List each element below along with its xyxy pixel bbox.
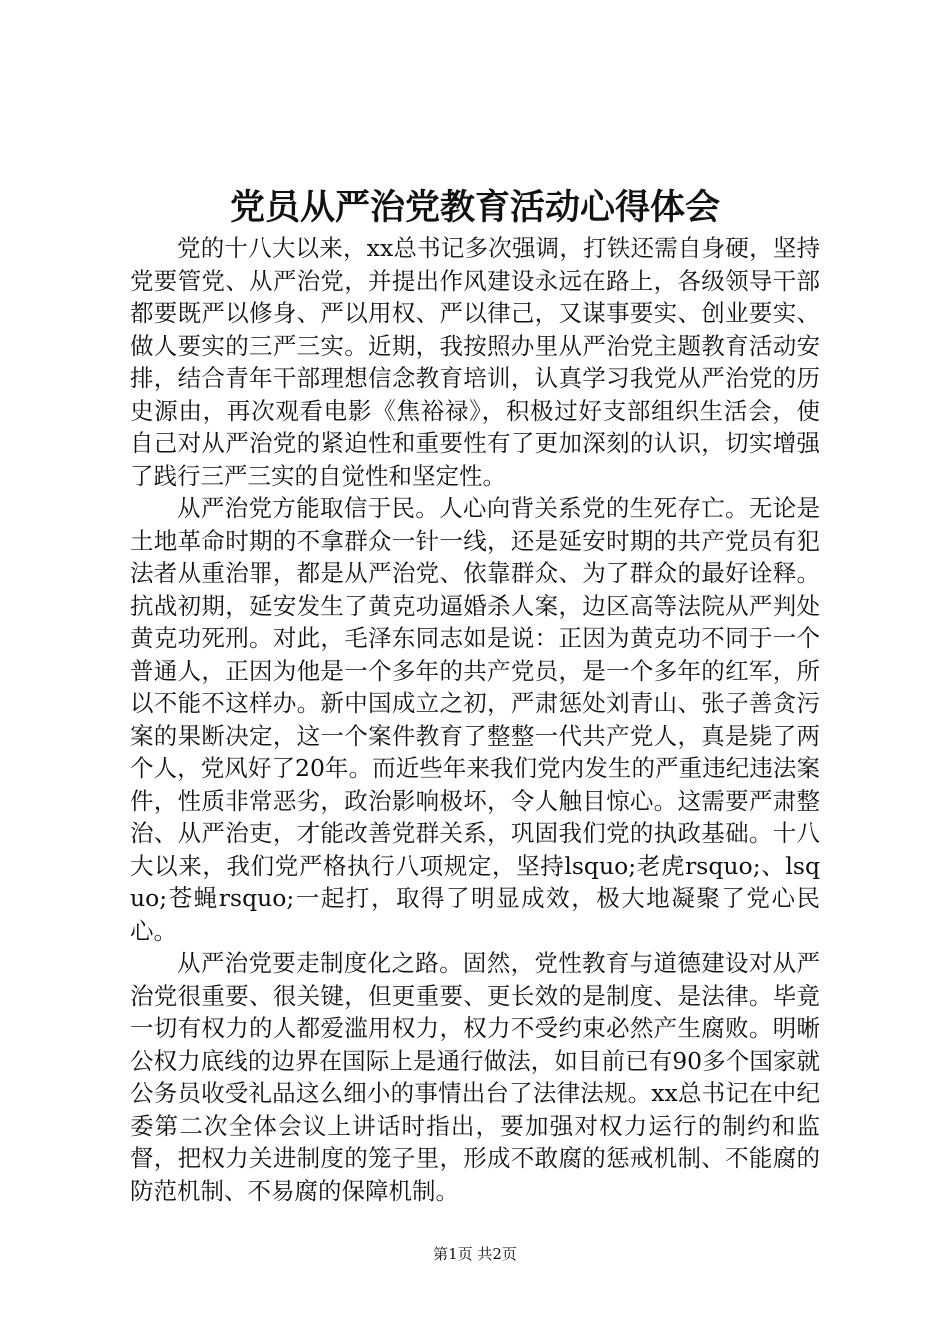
document-body xyxy=(130,232,820,1207)
paragraph: 党的十八大以来，xx总书记多次强调，打铁还需自身硬，坚持党要管党、从严治党，并提出作风建设永远在路上，各级领导干部都要既严以修身、严以用权、严以律己，又谋事要实、创业要实、做人要实的三严三实。近期，我按照办里从严治党主题教育活动安排，结合青年干部理想信念教育培训，认真学习我党从严治党的历史源由，再次观看电影《焦裕禄》，积极过好支部组织生活会，使自己对从严治党的紧迫性和重要性有了更加深刻的认识，切实增强了践行三严三实的自觉性和坚定性。 xyxy=(130,234,820,490)
page-footer: 第1页 共2页 xyxy=(433,1245,517,1263)
document-title: 党员从严治党教育活动心得体会 xyxy=(229,187,720,228)
paragraph: 从严治党方能取信于民。人心向背关系党的生死存亡。无论是土地革命时期的不拿群众一针一线，还是延安时期的共产党员有犯法者从重治罪，都是从严治党、依靠群众、为了群众的最好诠释。抗战初期，延安发生了黄克功逼婚杀人案，边区高等法院从严判处黄克功死刑。对此，毛泽东同志如是说：正因为黄克功不同于一个普通人，正因为他是一个多年的共产党员，是一个多年的红军，所以不能不这样办。新中国成立之初，严肃惩处刘青山、张子善贪污案的果断决定，这一个案件教育了整整一代共产党人，真是毙了两个人，党风好了20年。而近些年来我们党内发生的严重违纪违法案件，性质非常恶劣，政治影响极坏，令人触目惊心。这需要严肃整治、从严治吏，才能改善党群关系，巩固我们党的执政基础。十八大以来，我们党严格执行八项规定，坚持lsquo;老虎rsquo;、lsquo;苍蝇rsquo;一起打，取得了明显成效，极大地凝聚了党心民心。 xyxy=(130,494,820,945)
paragraph: 从严治党要走制度化之路。固然，党性教育与道德建设对从严治党很重要、很关键，但更重要、更长效的是制度、是法律。毕竟一切有权力的人都爱滥用权力，权力不受约束必然产生腐败。明晰公权力底线的边界在国际上是通行做法，如目前已有90多个国家就公务员收受礼品这么细小的事情出台了法律法规。xx总书记在中纪委第二次全体会议上讲话时指出，要加强对权力运行的制约和监督，把权力关进制度的笼子里，形成不敢腐的惩戒机制、不能腐的防范机制、不易腐的保障机制。 xyxy=(130,949,820,1205)
